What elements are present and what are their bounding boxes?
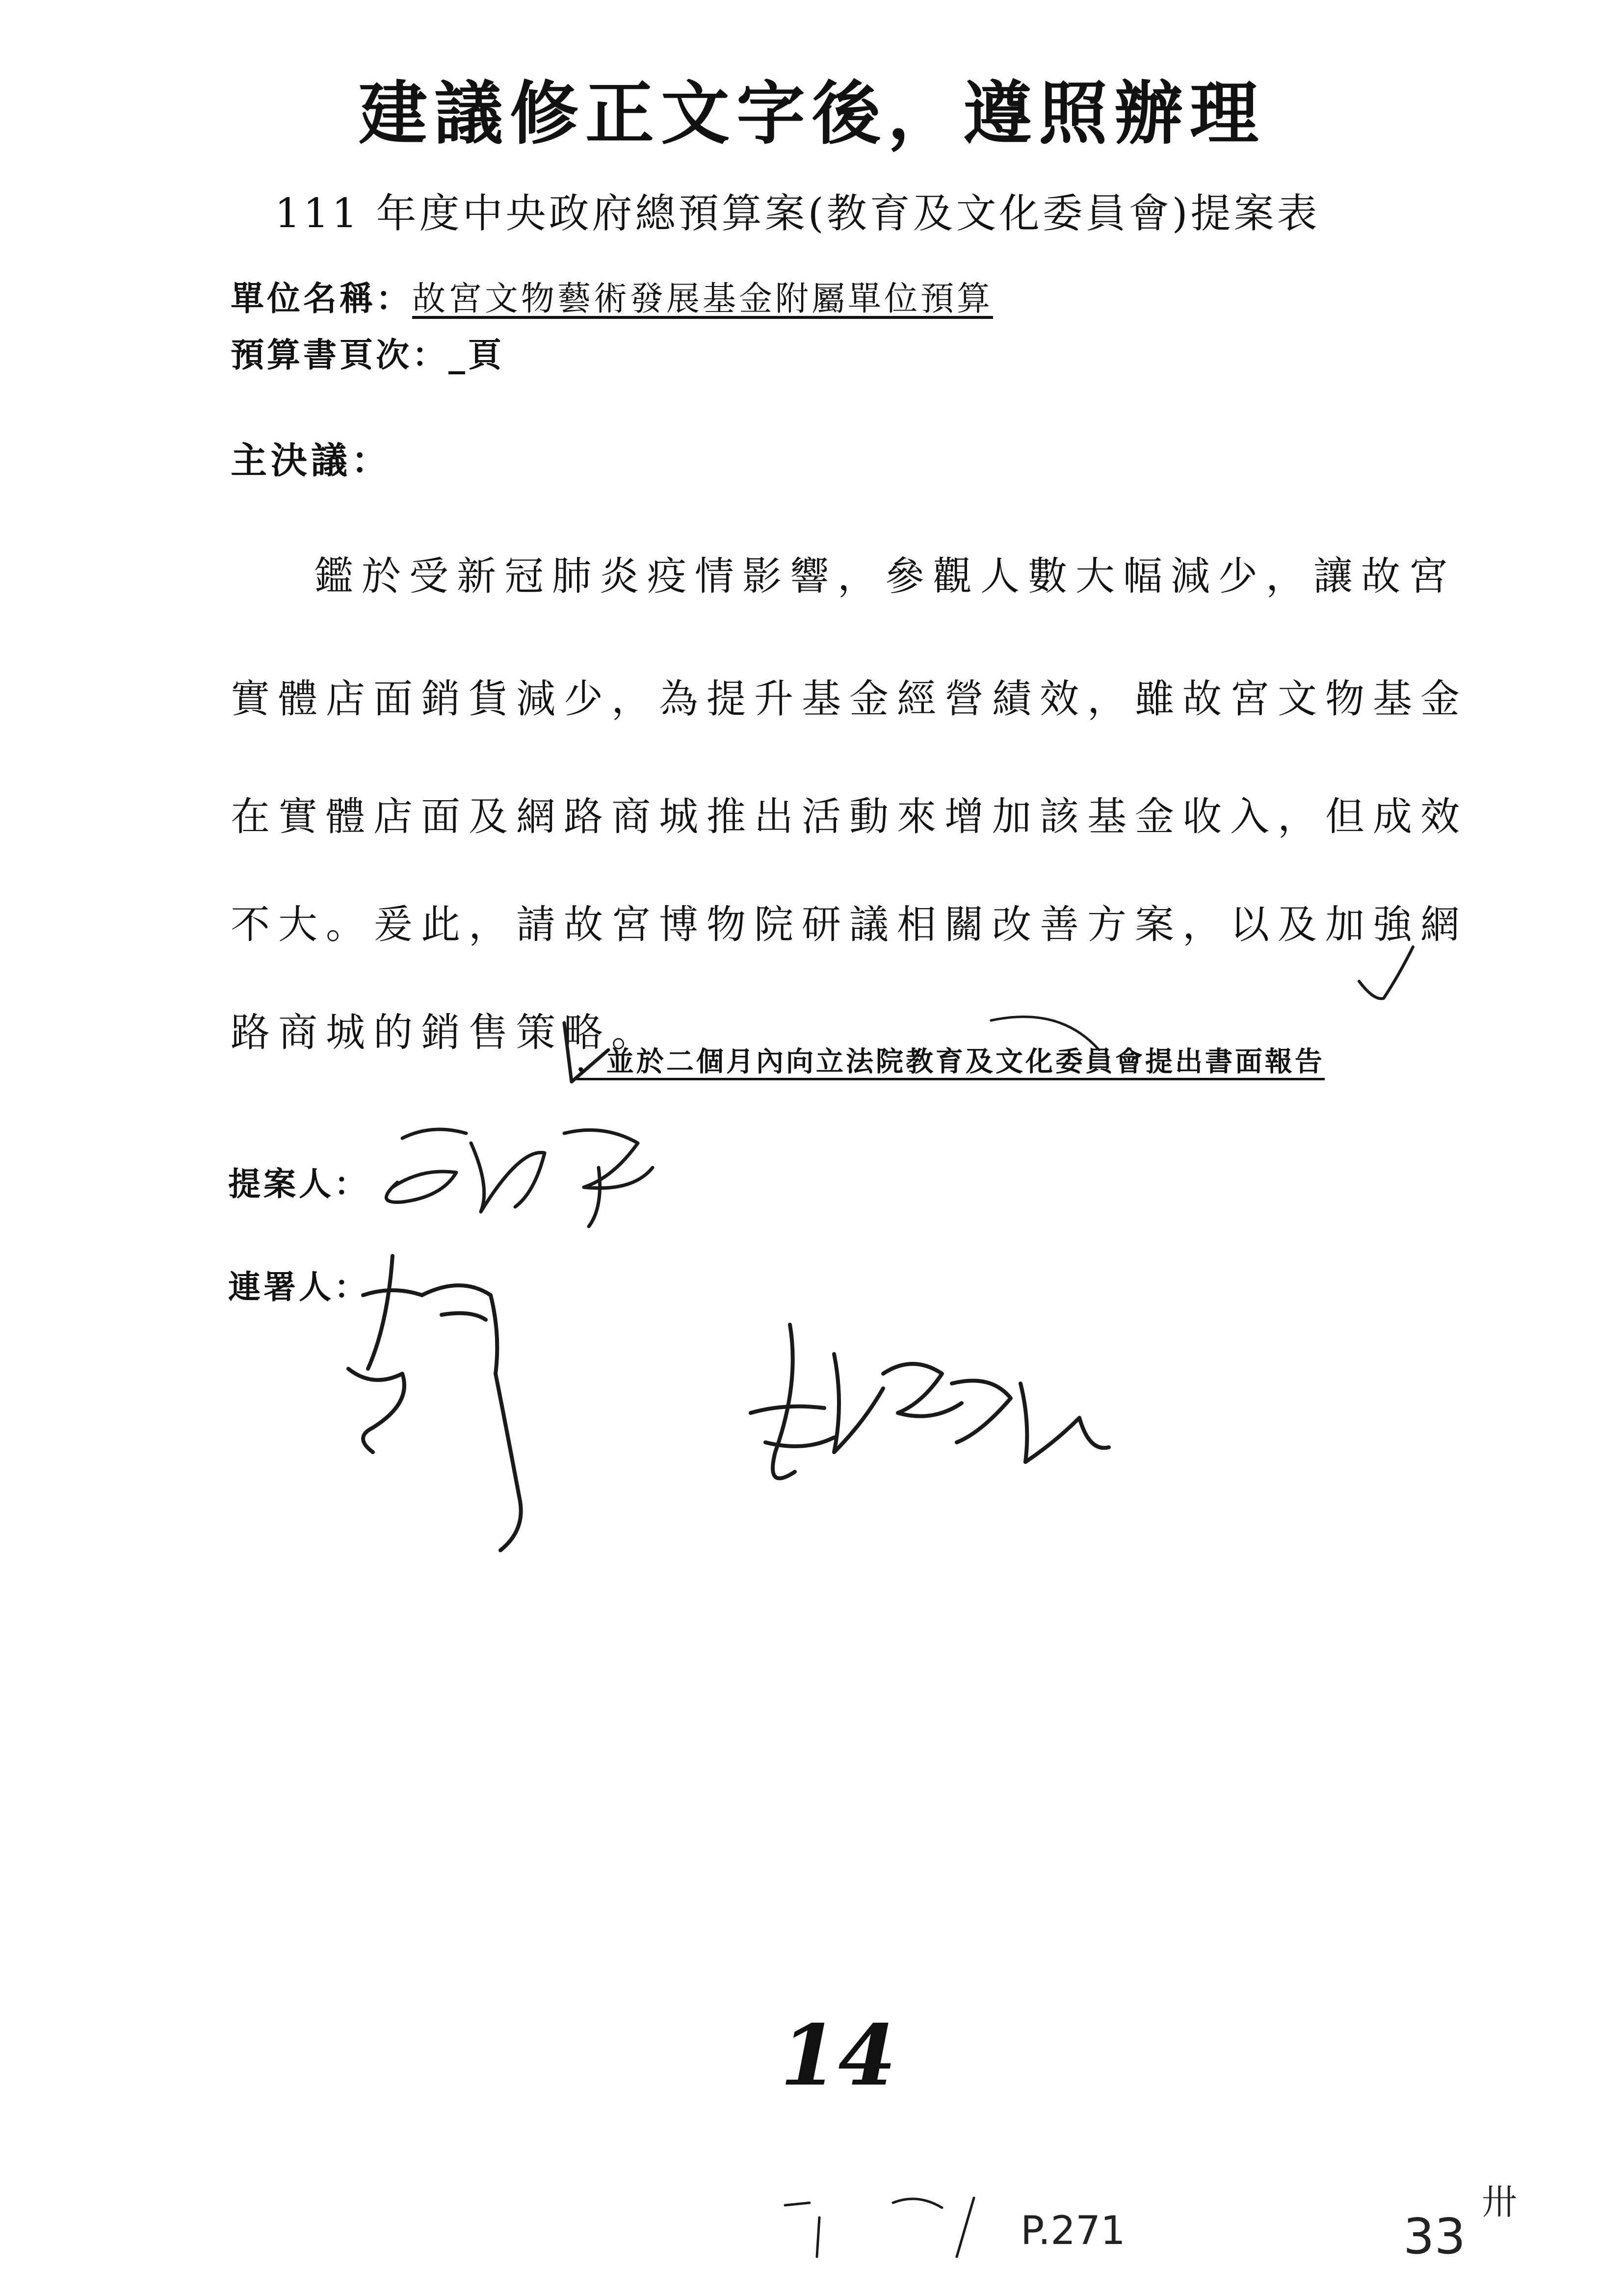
unit-name-label: 單位名稱：: [231, 280, 413, 318]
handwritten-insertion: ，並於二個月內向立法院教育及文化委員會提出書面報告: [576, 1046, 1325, 1078]
footer-mark-page: P.271: [1021, 2208, 1126, 2253]
proposer-label: 提案人：: [228, 1165, 369, 1203]
checkmark-icon: [1359, 947, 1413, 999]
resolution-label: 主決議：: [231, 440, 392, 482]
form-title: 111 年度中央政府總預算案(教育及文化委員會)提案表: [275, 190, 1320, 237]
body-line-5: 路商城的銷售策略。: [231, 1010, 659, 1055]
page-heading: 建議修正文字後，遵照辦理: [358, 74, 1265, 154]
footer-mark-number: 33: [1403, 2208, 1466, 2265]
body-line-4: 不大。爰此，請故宮博物院研議相關改善方案，以及加強網: [231, 902, 1468, 947]
cosigner-label: 連署人：: [228, 1268, 369, 1306]
proposer-signature: [386, 1129, 653, 1226]
body-line-1: 鑑於受新冠肺炎疫情影響，參觀人數大幅減少，讓故宮: [314, 553, 1456, 599]
unit-name-value: 故宮文物藝術發展基金附屬單位預算: [412, 280, 994, 318]
body-line-2: 實體店面銷貨減少，為提升基金經營績效，雖故宮文物基金: [231, 676, 1468, 722]
body-line-3: 在實體店面及網路商城推出活動來增加該基金收入，但成效: [231, 794, 1468, 839]
footer-scribbles: [785, 2198, 974, 2257]
cosigner-signature-1: [348, 1256, 521, 1550]
page-number: 14: [780, 2007, 896, 2105]
insertion-caret: [564, 1023, 608, 1082]
insertion-arc: [991, 1017, 1099, 1050]
page-ref-value: _頁: [448, 336, 505, 375]
cosigner-signature-2: [751, 1325, 1109, 1478]
page-ref-label: 預算書頁次：: [231, 336, 449, 375]
footer-mark-symbol: 卅: [1482, 2181, 1518, 2222]
